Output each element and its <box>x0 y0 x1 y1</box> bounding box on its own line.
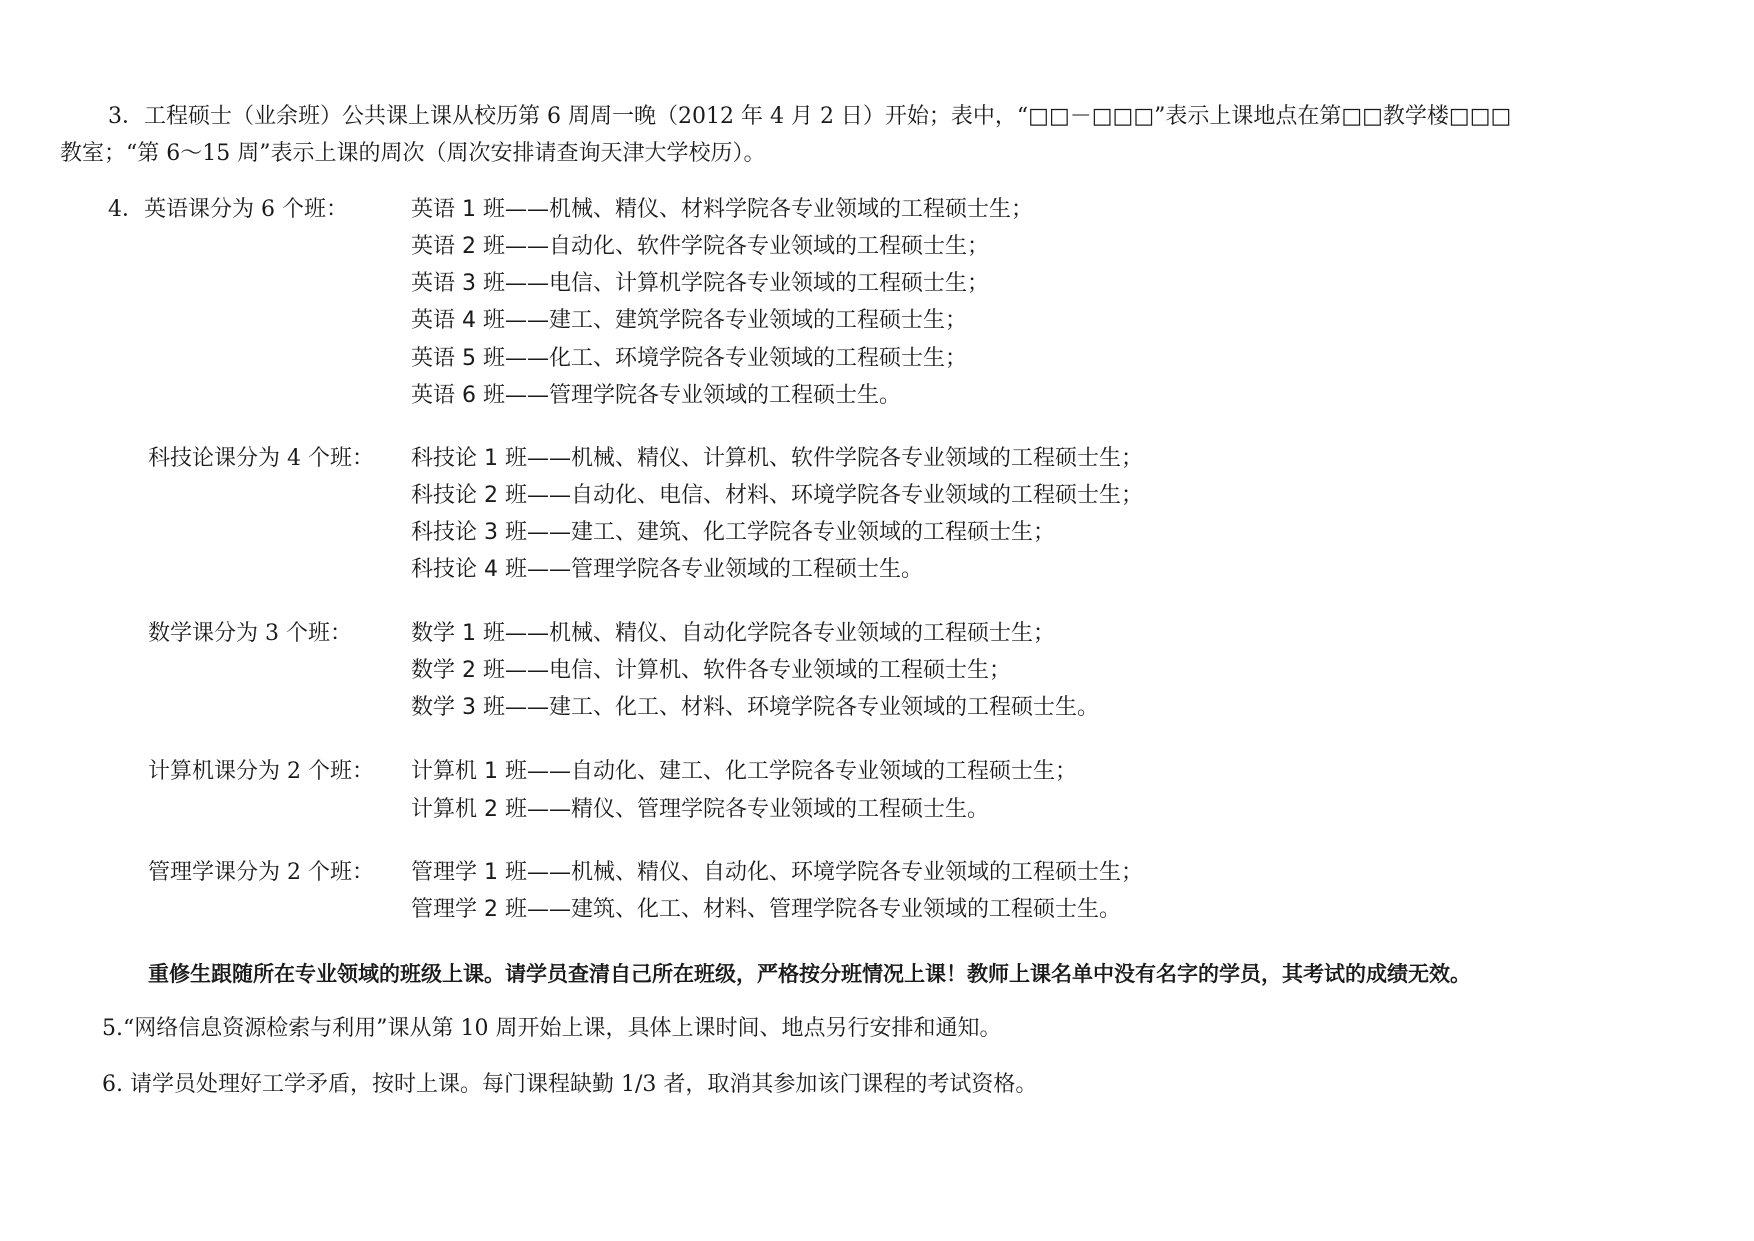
class-line <box>411 858 1143 888</box>
class-line <box>411 656 1011 686</box>
class-name: 科技论 4 班 <box>411 557 527 582</box>
class-desc: ——自动化、电信、材料、环境学院各专业领域的工程硕士生； <box>526 483 1143 508</box>
class-desc: ——管理学院各专业领域的工程硕士生。 <box>526 557 923 582</box>
class-desc: ——管理学院各专业领域的工程硕士生。 <box>504 383 901 408</box>
class-desc: ——电信、计算机、软件各专业领域的工程硕士生； <box>504 658 1011 683</box>
class-name: 管理学 1 班 <box>411 860 527 885</box>
class-desc: ——机械、精仪、自动化、环境学院各专业领域的工程硕士生； <box>526 860 1143 885</box>
class-desc: ——自动化、软件学院各专业领域的工程硕士生； <box>504 234 989 259</box>
class-name: 英语 2 班 <box>411 234 505 259</box>
class-line <box>411 619 1055 649</box>
class-desc: ——建工、化工、材料、环境学院各专业领域的工程硕士生。 <box>504 695 1099 720</box>
class-name: 英语 3 班 <box>411 271 505 296</box>
class-line <box>411 481 1143 511</box>
class-name: 科技论 1 班 <box>411 446 527 471</box>
item3-line1: 3．工程硕士（业余班）公共课上课从校历第 6 周周一晚（2012 年 4 月 2 日）开始；表中，“□□－□□□”表示上课地点在第□□教学楼□□□ <box>108 104 1512 129</box>
class-name: 计算机 2 班 <box>411 797 527 822</box>
class-desc: ——机械、精仪、材料学院各专业领域的工程硕士生； <box>504 197 1033 222</box>
class-line <box>411 518 1055 548</box>
class-line <box>411 344 967 374</box>
class-line <box>411 555 923 585</box>
class-name: 计算机 1 班 <box>411 759 527 784</box>
class-name: 科技论 2 班 <box>411 483 527 508</box>
class-name: 数学 3 班 <box>411 695 505 720</box>
class-name: 数学 1 班 <box>411 621 505 646</box>
group-label-scitech: 科技论课分为 4 个班： <box>148 446 374 471</box>
class-desc: ——精仪、管理学院各专业领域的工程硕士生。 <box>526 797 989 822</box>
class-line <box>411 693 1099 723</box>
class-line <box>411 757 1077 787</box>
class-line <box>411 195 1033 225</box>
class-line <box>411 232 989 262</box>
item3-line2: 教室；“第 6～15 周”表示上课的周次（周次安排请查询天津大学校历）。 <box>60 141 766 166</box>
class-desc: ——电信、计算机学院各专业领域的工程硕士生； <box>504 271 989 296</box>
retake-notice: 重修生跟随所在专业领域的班级上课。请学员查清自己所在班级，严格按分班情况上课！教师上课名单中没有名字的学员，其考试的成绩无效。 <box>148 962 1471 986</box>
class-name: 数学 2 班 <box>411 658 505 683</box>
class-name: 管理学 2 班 <box>411 897 527 922</box>
class-line <box>411 269 989 299</box>
class-line <box>411 306 967 336</box>
class-name: 英语 5 班 <box>411 346 505 371</box>
class-line <box>411 795 989 825</box>
class-line <box>411 444 1143 474</box>
group-label-math: 数学课分为 3 个班： <box>148 621 352 646</box>
class-desc: ——建筑、化工、材料、管理学院各专业领域的工程硕士生。 <box>526 897 1121 922</box>
group-label-management: 管理学课分为 2 个班： <box>148 860 374 885</box>
class-name: 英语 4 班 <box>411 308 505 333</box>
class-desc: ——建工、建筑、化工学院各专业领域的工程硕士生； <box>526 520 1055 545</box>
group-label-english: 4．英语课分为 6 个班： <box>108 197 348 222</box>
class-line <box>411 895 1121 925</box>
class-name: 科技论 3 班 <box>411 520 527 545</box>
class-name: 英语 1 班 <box>411 197 505 222</box>
group-label-computer: 计算机课分为 2 个班： <box>148 759 374 784</box>
class-desc: ——自动化、建工、化工学院各专业领域的工程硕士生； <box>526 759 1077 784</box>
class-desc: ——建工、建筑学院各专业领域的工程硕士生； <box>504 308 967 333</box>
class-desc: ——机械、精仪、自动化学院各专业领域的工程硕士生； <box>504 621 1055 646</box>
item6-text: 6. 请学员处理好工学矛盾，按时上课。每门课程缺勤 1/3 者，取消其参加该门课程的考试资格。 <box>102 1072 1038 1097</box>
class-desc: ——机械、精仪、计算机、软件学院各专业领域的工程硕士生； <box>526 446 1143 471</box>
class-name: 英语 6 班 <box>411 383 505 408</box>
class-desc: ——化工、环境学院各专业领域的工程硕士生； <box>504 346 967 371</box>
class-line <box>411 381 901 411</box>
item5-text: 5.“网络信息资源检索与利用”课从第 10 周开始上课，具体上课时间、地点另行安排和通知。 <box>102 1016 1002 1041</box>
